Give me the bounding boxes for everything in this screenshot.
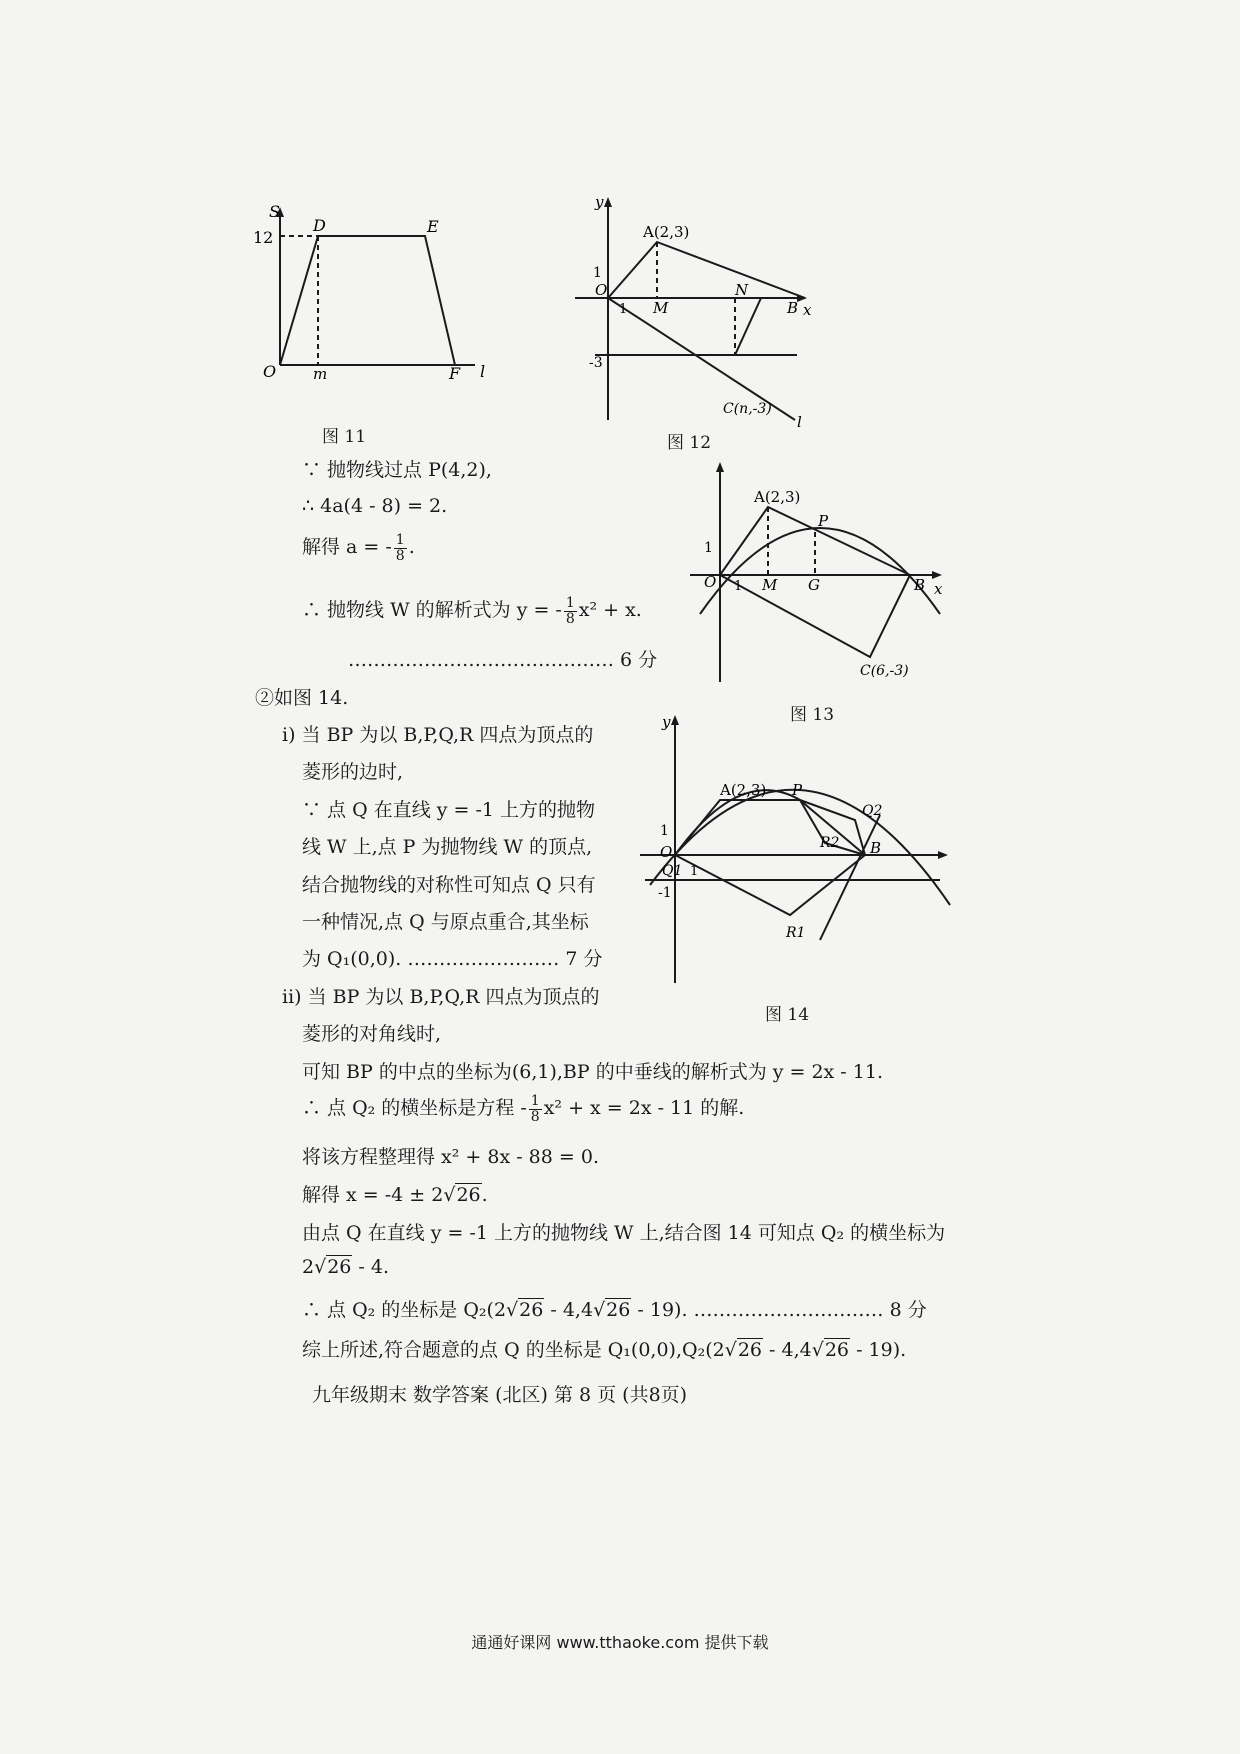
figure-12 — [575, 195, 815, 435]
fig13-label-one-x: 1 — [734, 579, 743, 594]
fig13-label-m: M — [762, 576, 778, 594]
fig14-label-b: B — [870, 839, 882, 857]
radicand: 26 — [456, 1184, 481, 1206]
fig11-label-f: F — [449, 364, 461, 383]
fig12-label-x: x — [803, 301, 812, 319]
fraction-denominator: 8 — [565, 610, 575, 627]
fig13-label-c: C(6,-3) — [860, 663, 909, 679]
text-line-10: 线 W 上,点 P 为抛物线 W 的顶点, — [302, 836, 593, 858]
fig13-label-o: O — [704, 573, 717, 591]
text-line-22-pre: ∴ 点 Q₂ 的坐标是 Q₂(2 — [302, 1299, 507, 1321]
fraction-numerator: 1 — [395, 531, 405, 548]
text-line-21-post: - 4. — [352, 1256, 390, 1278]
text-line-4 — [302, 595, 642, 627]
fig14-label-one-y: 1 — [660, 823, 669, 839]
fig14-label-one-x: 1 — [690, 864, 699, 879]
fig12-label-m: M — [653, 299, 669, 317]
fig14-label-o: O — [660, 843, 673, 861]
fig11-label-12: 12 — [253, 228, 274, 247]
fig11-label-s: S — [269, 202, 280, 221]
fig14-label-r1: R1 — [786, 925, 806, 941]
text-line-17 — [302, 1093, 744, 1125]
figure-13-caption: 图 13 — [790, 705, 835, 725]
text-line-19-post: . — [481, 1184, 488, 1206]
text-line-19: 解得 x = -4 ± 2√26. — [302, 1184, 488, 1206]
fig13-label-g: G — [808, 576, 820, 594]
text-line-16: 可知 BP 的中点的坐标为(6,1),BP 的中垂线的解析式为 y = 2x - 11. — [302, 1061, 883, 1083]
radicand: 26 — [327, 1256, 352, 1278]
fraction — [394, 533, 407, 564]
text-line-13: 为 Q₁(0,0). …………………… 7 分 — [302, 948, 603, 970]
fig14-label-q1: Q1 — [662, 863, 683, 879]
radicand: 26 — [519, 1299, 544, 1321]
text-line-21: 2√26 - 4. — [302, 1256, 390, 1278]
text-line-23: 综上所述,符合题意的点 Q 的坐标是 Q₁(0,0),Q₂(2√26 - 4,4√26 - 19). — [302, 1339, 907, 1361]
text-line-4-pre: ∴ 抛物线 W 的解析式为 y = - — [302, 599, 562, 621]
fig12-label-b: B — [787, 299, 799, 317]
fig13-label-x: x — [934, 580, 943, 598]
text-line-22-post: - 19). ………………………… 8 分 — [631, 1299, 927, 1321]
fig12-label-o: O — [595, 281, 608, 299]
fig12-label-l: l — [797, 413, 802, 431]
fig11-label-m: m — [313, 365, 328, 383]
fig11-label-d: D — [313, 216, 326, 235]
figure-11 — [253, 202, 495, 383]
text-line-17-pre: ∴ 点 Q₂ 的横坐标是方程 - — [302, 1097, 527, 1119]
text-line-19-pre: 解得 x = -4 ± 2 — [302, 1184, 444, 1206]
figure-11-caption: 图 11 — [322, 427, 367, 447]
fraction — [529, 1094, 542, 1125]
fig12-label-c: C(n,-3) — [723, 401, 772, 417]
figure-12-caption: 图 12 — [667, 433, 712, 453]
text-line-23-post: - 19). — [850, 1339, 907, 1361]
site-footer: 通通好课网 www.tthaoke.com 提供下载 — [471, 1633, 769, 1652]
text-line-9: ∵ 点 Q 在直线 y = -1 上方的抛物 — [302, 799, 596, 821]
radicand: 26 — [824, 1339, 850, 1361]
text-line-3 — [302, 532, 415, 564]
text-line-23-pre: 综上所述,符合题意的点 Q 的坐标是 Q₁(0,0),Q₂(2 — [302, 1339, 725, 1361]
text-line-8: 菱形的边时, — [302, 761, 404, 783]
text-line-7: ⅰ) 当 BP 为以 B,P,Q,R 四点为顶点的 — [282, 724, 594, 746]
text-line-23-mid: - 4,4 — [763, 1339, 812, 1361]
text-line-2: ∴ 4a(4 - 8) = 2. — [302, 495, 448, 517]
text-line-14: ⅱ) 当 BP 为以 B,P,Q,R 四点为顶点的 — [282, 986, 600, 1008]
fig14-label-neg1: -1 — [658, 885, 672, 901]
text-line-21-pre: 2 — [302, 1256, 315, 1278]
fig11-label-l: l — [480, 362, 486, 381]
fig12-label-one-x: 1 — [619, 302, 628, 317]
fraction-numerator: 1 — [565, 594, 575, 611]
fig11-label-o: O — [263, 362, 277, 381]
text-line-5-score: …………………………………… 6 分 — [348, 649, 658, 671]
radicand: 26 — [606, 1299, 631, 1321]
text-line-22-mid: - 4,4 — [544, 1299, 594, 1321]
text-line-6: ②如图 14. — [255, 687, 349, 709]
fig13-label-one-y: 1 — [704, 540, 713, 556]
text-line-4-post: x² + x. — [578, 599, 642, 621]
text-line-11: 结合抛物线的对称性可知点 Q 只有 — [302, 874, 596, 896]
fig14-label-r2: R2 — [820, 835, 840, 851]
fig14-label-y: y — [662, 713, 671, 731]
text-line-17-post: x² + x = 2x - 11 的解. — [543, 1097, 745, 1119]
fig14-label-p: P — [792, 781, 803, 799]
fig12-label-one-y: 1 — [593, 265, 602, 281]
fig13-label-a: A(2,3) — [754, 488, 801, 506]
text-line-3-post: . — [408, 536, 415, 558]
fig12-label-neg3: -3 — [589, 355, 603, 371]
text-line-22: ∴ 点 Q₂ 的坐标是 Q₂(2√26 - 4,4√26 - 19). ………………………… 8 分 — [302, 1299, 927, 1321]
fraction-denominator: 8 — [530, 1108, 540, 1125]
fig12-label-y: y — [595, 193, 604, 211]
figure-13 — [690, 462, 950, 687]
text-line-3-pre: 解得 a = - — [302, 536, 392, 558]
text-line-1: ∵ 抛物线过点 P(4,2), — [302, 459, 492, 481]
text-line-20: 由点 Q 在直线 y = -1 上方的抛物线 W 上,结合图 14 可知点 Q₂ 的横坐标为 — [302, 1222, 946, 1244]
fig11-label-e: E — [427, 217, 439, 236]
text-line-18: 将该方程整理得 x² + 8x - 88 = 0. — [302, 1146, 599, 1168]
figure-14 — [640, 715, 960, 985]
fig13-label-b: B — [914, 576, 926, 594]
fig14-label-a: A(2,3) — [720, 781, 767, 799]
radicand: 26 — [737, 1339, 763, 1361]
page-footer: 九年级期末 数学答案 (北区) 第 8 页 (共8页) — [312, 1384, 688, 1406]
fraction-denominator: 8 — [395, 547, 405, 564]
fig14-label-q2: Q2 — [862, 803, 883, 819]
fraction — [564, 596, 577, 627]
text-line-15: 菱形的对角线时, — [302, 1023, 442, 1045]
fig13-label-p: P — [818, 512, 829, 530]
fig12-label-a: A(2,3) — [643, 223, 690, 241]
fraction-numerator: 1 — [530, 1092, 540, 1109]
fig12-label-n: N — [735, 281, 749, 299]
figure-14-caption: 图 14 — [765, 1005, 810, 1025]
text-line-12: 一种情况,点 Q 与原点重合,其坐标 — [302, 911, 589, 933]
